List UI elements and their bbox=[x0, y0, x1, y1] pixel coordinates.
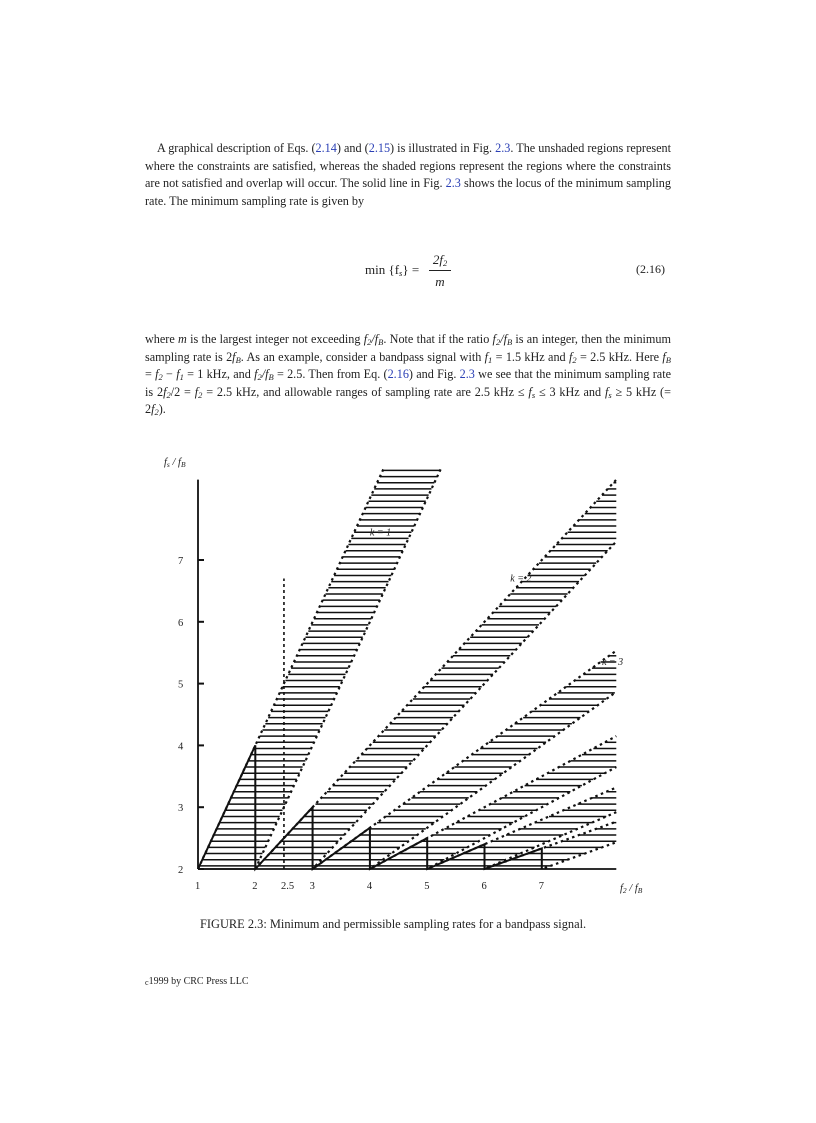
text-run: ) is illustrated in Fig. bbox=[390, 141, 496, 155]
y-tick-label: 5 bbox=[178, 679, 184, 691]
y-tick-label: 4 bbox=[178, 741, 184, 753]
x-tick-label: 6 bbox=[481, 881, 487, 892]
text-run: shows the locus of the minimum sampling rate. The minimum sampling rate is given by bbox=[145, 176, 671, 208]
dashed-boundary-lower bbox=[430, 767, 616, 868]
hatch-layer bbox=[199, 470, 616, 866]
x-tick-label: 4 bbox=[366, 881, 373, 892]
figure-caption: FIGURE 2.3: Minimum and permissible sampling rates for a bandpass signal. bbox=[200, 917, 587, 931]
sampling-rate-chart bbox=[150, 445, 650, 905]
equation-number: (2.16) bbox=[636, 262, 665, 276]
figure-link-2-3[interactable]: 2.3 bbox=[495, 141, 511, 155]
y-tick-label: 3 bbox=[178, 803, 184, 815]
x-tick-label: 2 bbox=[252, 881, 258, 892]
y-tick-label: 7 bbox=[178, 556, 184, 567]
copyright-footer bbox=[145, 976, 249, 987]
x-tick-label: 2.5 bbox=[280, 881, 295, 892]
equation-link-2-15[interactable]: 2.15 bbox=[368, 141, 391, 155]
region-label: k = 2 bbox=[510, 573, 532, 585]
equation-link-2-14[interactable]: 2.14 bbox=[315, 141, 337, 155]
equation-link-2-16[interactable]: 2.16 bbox=[387, 367, 409, 382]
dashed-boundary-lower bbox=[545, 842, 617, 868]
region-label: k = 3 bbox=[601, 657, 624, 669]
x-tick-label: 1 bbox=[195, 881, 201, 892]
text-run: ) and ( bbox=[336, 141, 369, 155]
dashed-boundary-layer bbox=[198, 467, 616, 869]
x-tick-label: 5 bbox=[424, 881, 430, 892]
y-axis-label: fs / fB bbox=[164, 457, 186, 469]
equation-denominator: m bbox=[435, 274, 445, 289]
equation-fraction bbox=[429, 252, 451, 290]
x-tick-label: 7 bbox=[538, 881, 545, 892]
copyright-text: 1999 by CRC Press LLC bbox=[148, 976, 249, 987]
figure-link-2-3[interactable]: 2.3 bbox=[445, 176, 461, 191]
dashed-boundary-lower bbox=[316, 542, 617, 866]
equation-numerator: $2f_2$ bbox=[429, 252, 451, 271]
text-run: . The unshaded regions represent where the constraints are satisfied, whereas the shaded regions represent the regions where the constraints are not satisfied and overlap will occur. The solid line in Fig. bbox=[145, 141, 671, 191]
x-tick-label: 3 bbox=[309, 881, 315, 892]
paragraph-intro bbox=[145, 140, 671, 210]
equation-lhs: $\min \{f_s\}$ = bbox=[365, 262, 420, 278]
text-run: A graphical description of Eqs. ( bbox=[157, 141, 316, 155]
figure-link-2-3[interactable]: 2.3 bbox=[459, 367, 475, 382]
region-label: k = 1 bbox=[369, 527, 392, 539]
y-tick-label: 6 bbox=[178, 617, 184, 629]
paragraph-explanation: where m is the largest integer not exceeding $f_2/f_B$. Note that if the ratio $f_2/f_B$ is an integer, then the minimum sampling rate is $2f_B$. As an example, consider a bandpass signal with $f_1 = 1.5$ kHz and $f_2 = 2.5$ kHz. Here $f_B = f_2 - f_1 = 1$ kHz, and $f_2/f_B = 2.5$. Then from Eq. (2.16) and Fig. 2.3 we see that the minimum sampling rate is $2f_2/2 = f_2 = 2.5$ kHz, and allowable ranges of sampling rate are 2.5 kHz ≤ $f_s \le 3$ kHz and $f_s \ge 5$ kHz (= $2f_2$). bbox=[145, 332, 672, 418]
y-tick-label: 2 bbox=[178, 865, 184, 876]
x-axis-label: f2 / fB bbox=[620, 883, 643, 895]
copyright-symbol: c bbox=[145, 978, 149, 987]
